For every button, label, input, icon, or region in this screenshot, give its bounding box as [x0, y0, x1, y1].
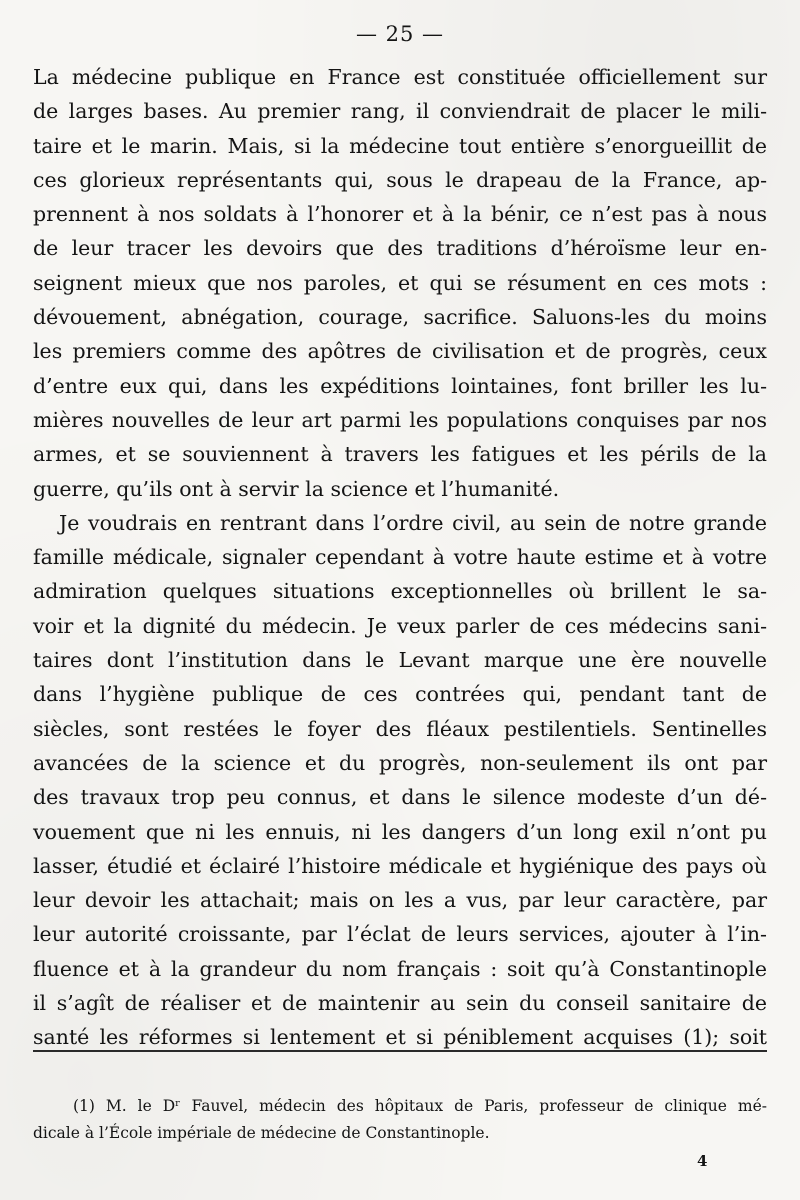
paragraph-start-line: Je voudrais en rentrant dans l’ordre civil, au sein de notre grande: [59, 510, 767, 535]
text-line: avancées de la science et du progrès, non-seulement ils ont par: [33, 750, 767, 775]
paragraph-end-line: guerre, qu’ils ont à servir la science et l’humanité.: [33, 476, 560, 501]
text-line: leur autorité croissante, par l’éclat de leurs services, ajouter à l’in-: [33, 922, 767, 947]
text-line: taire et le marin. Mais, si la médecine tout entière s’enorgueillit de: [33, 133, 767, 158]
text-line: armes, et se souviennent à travers les fatigues et les périls de la: [33, 442, 767, 467]
text-line: dévouement, abnégation, courage, sacrifice. Saluons-les du moins: [33, 305, 767, 330]
text-line: de larges bases. Au premier rang, il conviendrait de placer le mili-: [33, 99, 767, 124]
text-line: les premiers comme des apôtres de civilisation et de progrès, ceux: [33, 339, 767, 364]
text-line: fluence et à la grandeur du nom français : soit qu’à Constantinople: [33, 956, 767, 981]
text-line: admiration quelques situations exceptionnelles où brillent le sa-: [33, 579, 767, 604]
text-line: prennent à nos soldats à l’honorer et à la bénir, ce n’est pas à nous: [33, 202, 767, 227]
text-line: santé les réformes si lentement et si péniblement acquises (1); soit: [33, 1025, 767, 1050]
text-line: d’entre eux qui, dans les expéditions lointaines, font briller les lu-: [33, 373, 767, 398]
footnote-line: dicale à l’École impériale de médecine de Constantinople.: [33, 1124, 490, 1142]
text-line: siècles, sont restées le foyer des fléaux pestilentiels. Sentinelles: [33, 716, 767, 741]
text-line: il s’agît de réaliser et de maintenir au sein du conseil sanitaire de: [33, 991, 767, 1016]
text-line: ces glorieux représentants qui, sous le drapeau de la France, ap-: [33, 167, 767, 192]
footnote-line: (1) M. le Dʳ Fauvel, médecin des hôpitaux de Paris, professeur de clinique mé-: [73, 1097, 767, 1115]
page-number: — 25 —: [355, 22, 445, 46]
signature-mark: 4: [697, 1152, 708, 1170]
footnote-divider: [33, 1050, 767, 1052]
text-line: dans l’hygiène publique de ces contrées qui, pendant tant de: [33, 682, 767, 707]
text-line: famille médicale, signaler cependant à votre haute estime et à votre: [33, 545, 767, 570]
text-line: mières nouvelles de leur art parmi les populations conquises par nos: [33, 407, 767, 432]
text-line: seignent mieux que nos paroles, et qui se résument en ces mots :: [33, 270, 767, 295]
text-line: taires dont l’institution dans le Levant marque une ère nouvelle: [33, 648, 767, 673]
text-line: voir et la dignité du médecin. Je veux parler de ces médecins sani-: [33, 613, 767, 638]
text-line: La médecine publique en France est constituée officiellement sur: [33, 65, 767, 89]
text-line: de leur tracer les devoirs que des traditions d’héroïsme leur en-: [33, 236, 767, 261]
text-line: leur devoir les attachait; mais on les a vus, par leur caractère, par: [33, 888, 767, 913]
text-line: lasser, étudié et éclairé l’histoire médicale et hygiénique des pays où: [33, 853, 767, 878]
text-line: des travaux trop peu connus, et dans le silence modeste d’un dé-: [33, 785, 767, 810]
body-text: [33, 60, 767, 1055]
footnote: [33, 1093, 767, 1147]
text-line: vouement que ni les ennuis, ni les dangers d’un long exil n’ont pu: [33, 819, 767, 844]
